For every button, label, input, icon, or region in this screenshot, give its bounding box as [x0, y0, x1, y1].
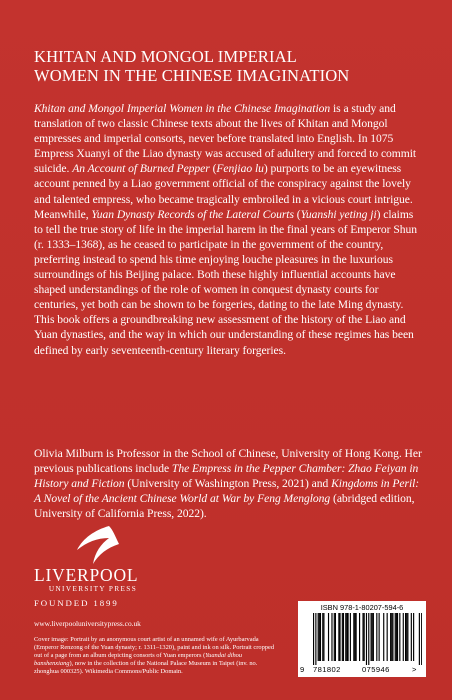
- barcode-bar: [334, 613, 335, 661]
- barcode-bar: [371, 613, 372, 661]
- blurb-run: Yuan Dynasty Records of the Lateral Courts: [91, 207, 294, 221]
- barcode-bar: [342, 613, 343, 661]
- barcode-bar: [405, 613, 406, 661]
- barcode-bar: [396, 613, 397, 661]
- barcode-bar: [338, 613, 339, 661]
- barcode-arrow: >: [412, 665, 417, 674]
- barcode-bar: [372, 613, 373, 661]
- credit-run: Yuandai dihou banshenxiang: [34, 652, 243, 668]
- barcode-bar: [359, 613, 360, 661]
- publisher-name: LIVERPOOL: [34, 565, 139, 585]
- bio-run: (University of Washington Press, 2021) and: [124, 477, 332, 491]
- barcode-bar: [397, 613, 398, 661]
- blurb-run: Fenjiao lu: [216, 162, 264, 176]
- barcode-bar: [390, 613, 391, 661]
- author-bio: [34, 446, 424, 521]
- barcode-bar: [368, 613, 369, 665]
- barcode-digits-left: 781802: [313, 665, 341, 674]
- barcode-bars: [302, 613, 422, 665]
- barcode-bar: [331, 613, 332, 661]
- blurb-paragraph: [34, 101, 424, 358]
- barcode-bar: [366, 613, 367, 665]
- barcode-bar: [391, 613, 392, 661]
- barcode-bar: [356, 613, 357, 661]
- barcode-bar: [395, 613, 396, 661]
- barcode-bar: [406, 613, 407, 661]
- barcode-bar: [318, 613, 319, 661]
- bio-run: (abridged edition, University of California Press, 2022).: [34, 492, 415, 521]
- barcode-digits-right: 075946: [362, 665, 390, 674]
- barcode-bar: [339, 613, 340, 661]
- barcode-bar: [345, 613, 346, 661]
- bio-run: Olivia Milburn is Professor in the School of Chinese, University of Hong Kong. Her previous publications include: [34, 447, 422, 476]
- barcode-bar: [323, 613, 324, 661]
- barcode-bar: [419, 613, 420, 665]
- blurb-run: is a study and translation of two classic Chinese texts about the lives of Khitan and Mongol empresses and imperial consorts, never before translated into English. In 1075 Empress Xuanyi of the Liao dynasty was accused of adultery and forced to commit suicide.: [34, 102, 417, 176]
- isbn-label: ISBN 978-1-80207-594-6: [320, 603, 404, 612]
- cover-image-credit: [34, 636, 282, 676]
- barcode-bar: [373, 613, 374, 661]
- barcode-bar: [354, 613, 355, 661]
- barcode-bar: [322, 613, 323, 661]
- publisher-subtitle: UNIVERSITY PRESS: [48, 585, 138, 593]
- barcode-bar: [348, 613, 349, 661]
- barcode-bar: [313, 613, 314, 665]
- barcode-bar: [399, 613, 400, 661]
- credit-run: ), now in the collection of the National Palace Museum in Taipei (inv. no. zhonghua 000325). Wikimedia Commons/Public Domain.: [34, 660, 258, 676]
- barcode-bar: [319, 613, 320, 661]
- bio-run: The Empress in the Pepper Chamber: Zhao Feiyan in History and Fiction: [34, 462, 419, 491]
- blurb-run: ) purports to be an eyewitness account penned by a Liao government official of the conspiracy against the lovely and talented empress, who became tragically embroiled in a vicious court intrigue. Meanwhile,: [34, 162, 413, 221]
- barcode-bar: [362, 613, 363, 661]
- blurb-run: Yuanshi yeting ji: [300, 207, 377, 221]
- barcode-bar: [335, 613, 336, 661]
- book-title: [34, 47, 434, 85]
- barcode-bar: [392, 613, 393, 661]
- barcode-bar: [407, 613, 408, 661]
- blurb-run: Khitan and Mongol Imperial Women in the Chinese Imagination: [34, 102, 331, 115]
- barcode-bar: [346, 613, 347, 661]
- title-line-2: WOMEN IN THE CHINESE IMAGINATION: [34, 66, 350, 85]
- barcode-bar: [350, 613, 351, 661]
- barcode-bar: [376, 613, 377, 661]
- blurb: [34, 101, 424, 358]
- publisher-founded: FOUNDED 1899: [34, 598, 119, 608]
- title-line-1: KHITAN AND MONGOL IMPERIAL: [34, 47, 297, 66]
- isbn-barcode: [298, 601, 426, 677]
- barcode-bar: [421, 613, 422, 665]
- barcode-bar: [387, 613, 388, 661]
- barcode-bar: [403, 613, 404, 661]
- cover-credit-text: [34, 636, 274, 675]
- blurb-run: (: [209, 162, 217, 176]
- credit-run: Cover image: Portrait by an anonymous court artist of an unnamed wife of Ayurbarvada (Emperor Renzong of the Yuan dynasty; r. 1311–1320), paint and ink on silk. Portrait cropped out of a page from an album depicting consorts of Yuan emperors (: [34, 636, 275, 660]
- publisher-website[interactable]: www.liverpooluniversitypress.co.uk: [34, 619, 141, 628]
- barcode-digit-first: 9: [300, 665, 305, 674]
- barcode-bar: [411, 613, 412, 661]
- bio-run: Kingdoms in Peril: A Novel of the Ancient Chinese World at War by Feng Menglong: [34, 477, 420, 506]
- barcode-bar: [413, 613, 414, 661]
- barcode-bar: [315, 613, 316, 665]
- barcode-bar: [379, 613, 380, 661]
- barcode-bar: [320, 613, 321, 661]
- author-bio-paragraph: [34, 446, 424, 521]
- blurb-run: An Account of Burned Pepper: [72, 162, 210, 176]
- barcode-bar: [353, 613, 354, 661]
- blurb-run: ) claims to tell the true story of life in the imperial harem in the final years of Emperor Shun (r. 1333–1368), as he ceased to participate in the government of the country, preferring instead to spend his time enjoying louche pleasures in the luxurious surroundings of his Beijing palace. Both these highly influential accounts have shaped understandings of the role of women in conquest dynasty courts for centuries, yet both can be shown to be forgeries, dating to the late Ming dynasty. This book offers a groundbreaking new assessment of the history of the Liao and Yuan dynasties, and the way in which our understanding of these regimes has been defined by early seventeenth-century literary forgeries.: [34, 207, 417, 357]
- barcode-bar: [383, 613, 384, 661]
- barcode-bar: [343, 613, 344, 661]
- barcode-bar: [328, 613, 329, 661]
- barcode-bar: [364, 613, 365, 661]
- blurb-run: (: [293, 207, 301, 221]
